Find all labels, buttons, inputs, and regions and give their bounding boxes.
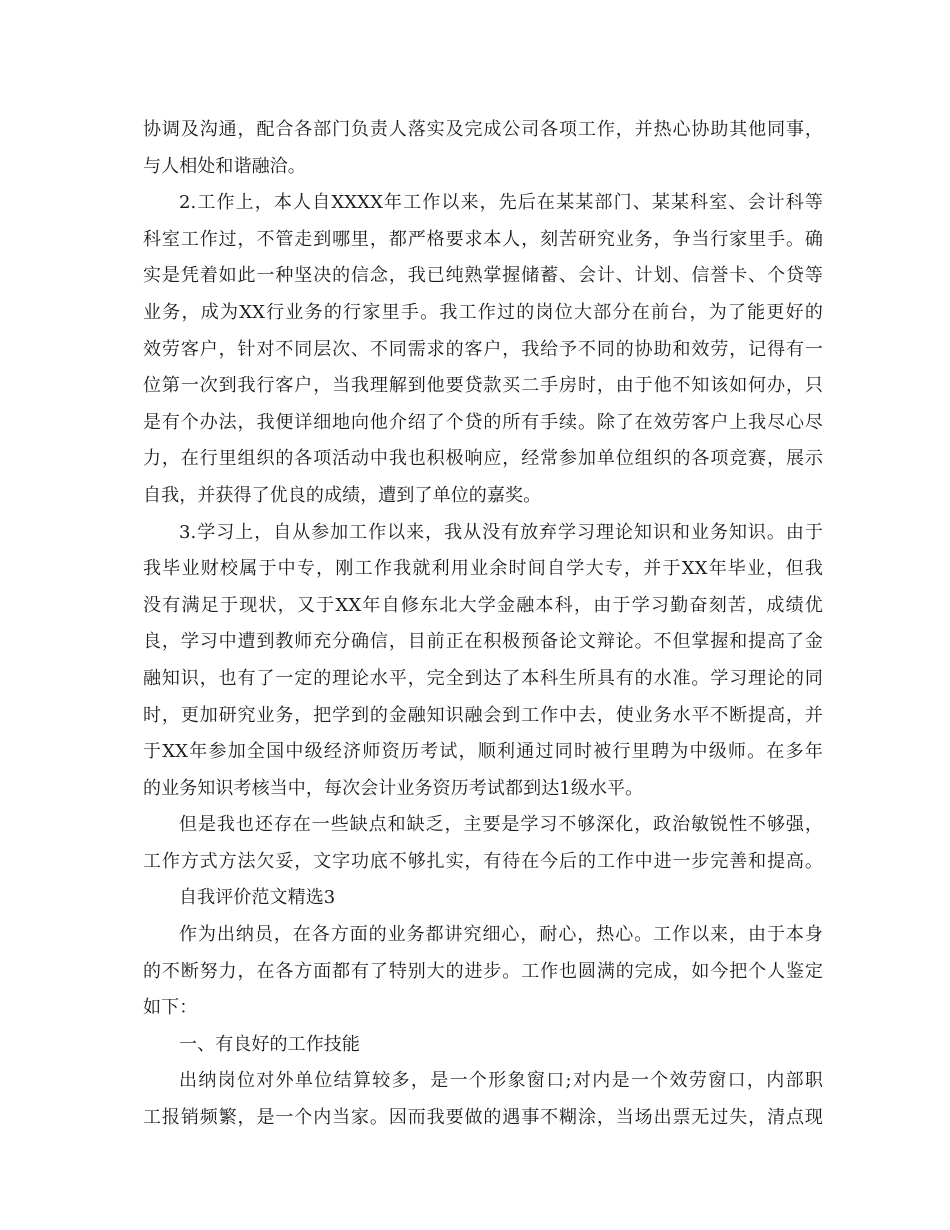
body-line: 的不断努力，在各方面都有了特别大的进步。工作也圆满的完成，如今把个人鉴定 <box>143 960 823 982</box>
body-line: 如下： <box>143 997 198 1019</box>
body-line: 效劳客户，针对不同层次、不同需求的客户，我给予不同的协助和效劳，记得有一 <box>143 338 823 360</box>
body-line: 业务，成为XX行业务的行家里手。我工作过的岗位大部分在前台，为了能更好的 <box>143 301 823 323</box>
body-line: 我毕业财校属于中专，刚工作我就利用业余时间自学大专，并于XX年毕业，但我 <box>143 558 823 580</box>
body-line: 力，在行里组织的各项活动中我也积极响应，经常参加单位组织的各项竞赛，展示 <box>143 448 823 470</box>
body-line: 良，学习中遭到教师充分确信，目前正在积极预备论文辩论。不但掌握和提高了金 <box>143 631 823 653</box>
subsection-heading: 一、有良好的工作技能 <box>179 1033 360 1055</box>
body-line: 位第一次到我行客户，当我理解到他要贷款买二手房时，由于他不知该如何办，只 <box>143 375 823 397</box>
body-line: 工作方式方法欠妥，文字功底不够扎实，有待在今后的工作中进一步完善和提高。 <box>143 850 823 872</box>
body-line: 工报销频繁，是一个内当家。因而我要做的遇事不糊涂，当场出票无过失，清点现 <box>143 1107 823 1129</box>
body-line: 作为出纳员，在各方面的业务都讲究细心，耐心，热心。工作以来，由于本身 <box>179 924 823 946</box>
body-line: 协调及沟通，配合各部门负责人落实及完成公司各项工作，并热心协助其他同事， <box>143 119 823 140</box>
body-line: 于XX年参加全国中级经济师资历考试，顺利通过同时被行里聘为中级师。在多年 <box>143 741 823 763</box>
document-body <box>143 112 823 1137</box>
body-line: 3.学习上，自从参加工作以来，我从没有放弃学习理论知识和业务知识。由于 <box>179 521 823 543</box>
body-line: 的业务知识考核当中，每次会计业务资历考试都到达1级水平。 <box>143 777 644 799</box>
body-line: 但是我也还存在一些缺点和缺乏，主要是学习不够深化，政治敏锐性不够强， <box>179 814 823 836</box>
body-line: 没有满足于现状，又于XX年自修东北大学金融本科，由于学习勤奋刻苦，成绩优 <box>143 594 823 616</box>
body-line: 自我，并获得了优良的成绩，遭到了单位的嘉奖。 <box>143 484 542 506</box>
body-line: 是有个办法，我便详细地向他介绍了个贷的所有手续。除了在效劳客户上我尽心尽 <box>143 411 823 433</box>
body-line: 融知识，也有了一定的理论水平，完全到达了本科生所具有的水准。学习理论的同 <box>143 667 823 689</box>
body-line: 时，更加研究业务，把学到的金融知识融会到工作中去，使业务水平不断提高，并 <box>143 704 823 726</box>
section-heading: 自我评价范文精选3 <box>179 887 336 909</box>
body-line: 实是凭着如此一种坚决的信念，我已纯熟掌握储蓄、会计、计划、信誉卡、个贷等 <box>143 265 823 287</box>
body-line: 科室工作过，不管走到哪里，都严格要求本人，刻苦研究业务，争当行家里手。确 <box>143 228 823 250</box>
body-line: 2.工作上，本人自XXXX年工作以来，先后在某某部门、某某科室、会计科等 <box>179 192 823 214</box>
body-line: 出纳岗位对外单位结算较多，是一个形象窗口;对内是一个效劳窗口，内部职 <box>179 1070 823 1092</box>
body-line: 与人相处和谐融洽。 <box>143 155 306 177</box>
